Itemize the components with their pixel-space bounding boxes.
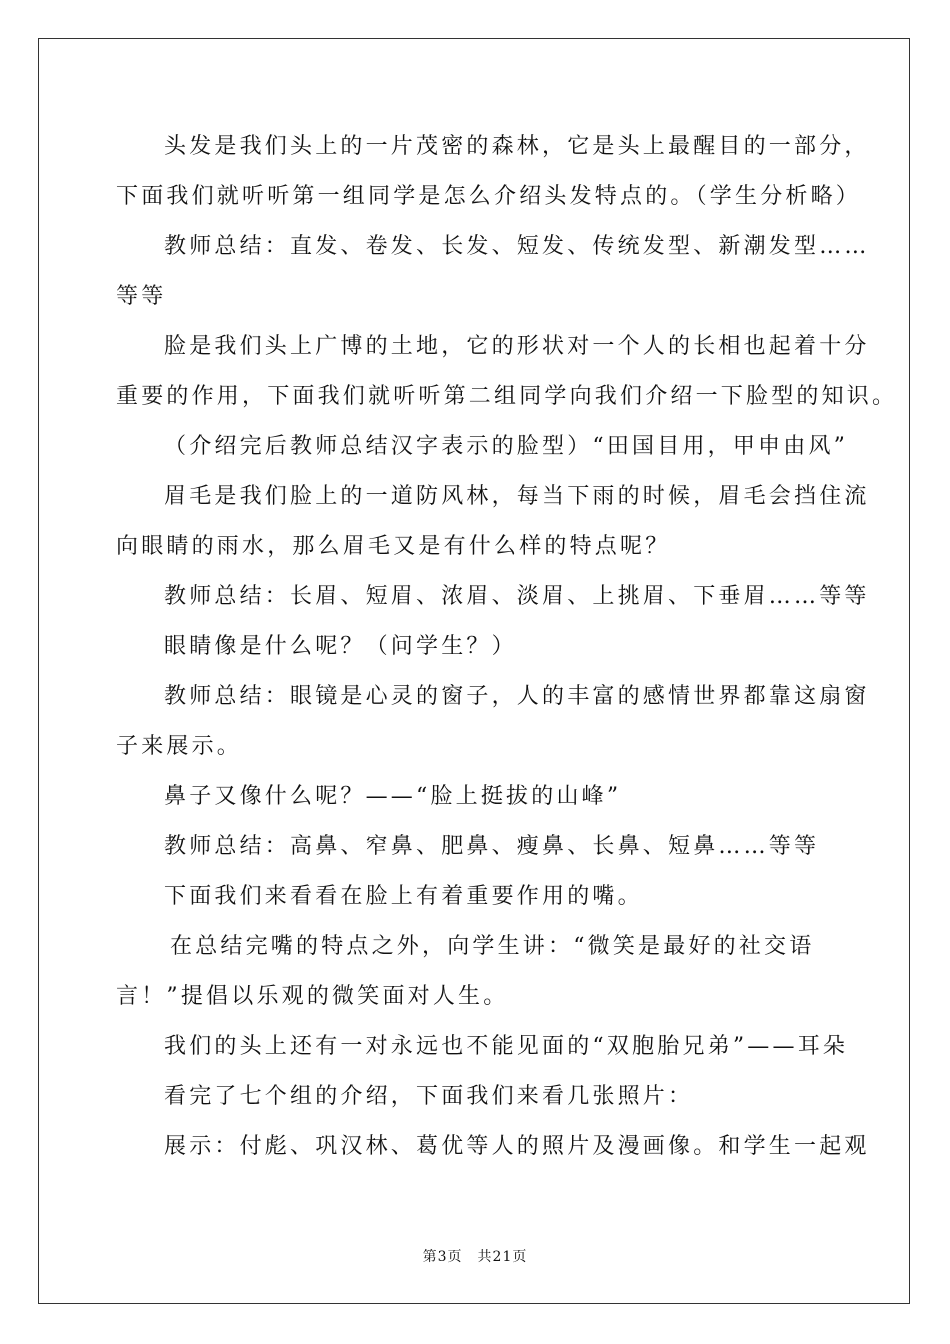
paragraph-line: 鼻子又像什么呢？——“脸上挺拔的山峰”	[164, 784, 622, 809]
paragraph-line: 等等	[116, 284, 167, 309]
paragraph-line: 下面我们就听听第一组同学是怎么介绍头发特点的。（学生分析略）	[116, 184, 862, 209]
paragraph-line: 眼睛像是什么呢？（问学生？）	[164, 634, 517, 659]
paragraph-line: 眉毛是我们脸上的一道防风林，每当下雨的时候，眉毛会挡住流	[164, 484, 870, 509]
paragraph-line: 看完了七个组的介绍，下面我们来看几张照片：	[164, 1084, 694, 1109]
paragraph-line: 我们的头上还有一对永远也不能见面的“双胞胎兄弟”——耳朵	[164, 1034, 849, 1059]
paragraph-line: 向眼睛的雨水，那么眉毛又是有什么样的特点呢？	[116, 534, 671, 559]
page-number-footer: 第3页 共21页	[422, 1249, 528, 1265]
paragraph-line: 教师总结：高鼻、窄鼻、肥鼻、瘦鼻、长鼻、短鼻……等等	[164, 834, 820, 859]
paragraph-line: 教师总结：长眉、短眉、浓眉、淡眉、上挑眉、下垂眉……等等	[164, 584, 870, 609]
document-body	[116, 122, 898, 1172]
paragraph-line: （介绍完后教师总结汉字表示的脸型）“田国目用，甲申由风”	[164, 434, 849, 459]
paragraph-line: 下面我们来看看在脸上有着重要作用的嘴。	[164, 884, 643, 909]
paragraph-line: 教师总结：直发、卷发、长发、短发、传统发型、新潮发型……	[164, 234, 870, 259]
paragraph-line: 言！”提倡以乐观的微笑面对人生。	[116, 984, 509, 1009]
paragraph-line: 脸是我们头上广博的土地，它的形状对一个人的长相也起着十分	[164, 334, 870, 359]
paragraph-line: 教师总结：眼镜是心灵的窗子，人的丰富的感情世界都靠这扇窗	[164, 684, 870, 709]
paragraph-line: 重要的作用，下面我们就听听第二组同学向我们介绍一下脸型的知识。	[116, 384, 898, 409]
paragraph-line: 在总结完嘴的特点之外，向学生讲：“微笑是最好的社交语	[170, 934, 815, 959]
paragraph-line: 展示：付彪、巩汉林、葛优等人的照片及漫画像。和学生一起观	[164, 1134, 870, 1159]
paragraph-line: 子来展示。	[116, 734, 243, 759]
paragraph-line: 头发是我们头上的一片茂密的森林，它是头上最醒目的一部分，	[164, 134, 870, 159]
